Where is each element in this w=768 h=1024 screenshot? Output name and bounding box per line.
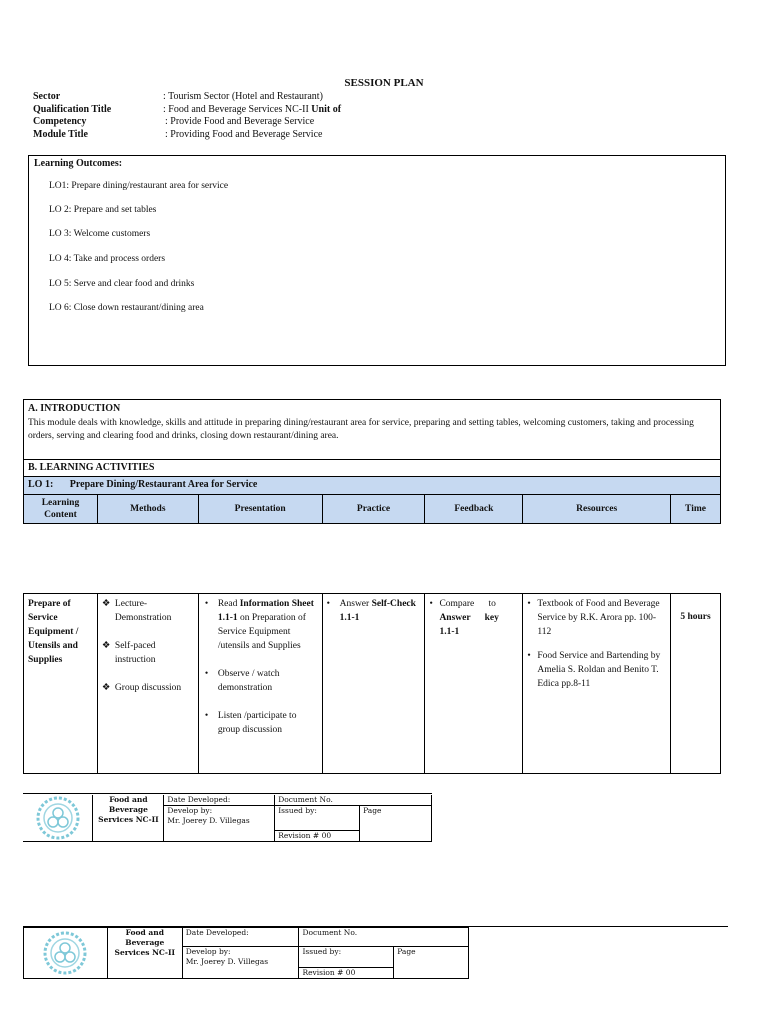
- footer-org: Food and Beverage Services NC-II: [107, 928, 182, 979]
- lo1-label: LO 1:: [28, 479, 54, 490]
- footer-2: [23, 926, 728, 979]
- self-check-ref: Self-Check 1.1-1: [339, 599, 416, 623]
- presentation-read: Read: [217, 599, 240, 609]
- seal-logo-icon: [35, 795, 81, 841]
- resource-text: Food Service and Bartending by Amelia S. Roldan and Benito T. Edica pp.8-11: [537, 651, 661, 689]
- footer-org: Food and Beverage Services NC-II: [93, 795, 164, 842]
- method-text: Group discussion: [114, 683, 182, 693]
- learning-outcomes-label: Learning Outcomes:: [34, 158, 123, 169]
- practice-cell: [322, 594, 425, 774]
- qualification-label: Qualification Title: [33, 103, 112, 115]
- competency-label: Competency: [33, 116, 87, 127]
- column-header: Resources: [523, 495, 671, 524]
- list-item: [429, 597, 518, 639]
- footer-document-no: Document No.: [299, 928, 469, 947]
- information-sheet-ref: Information Sheet 1.1-1: [217, 599, 314, 623]
- list-item: [102, 681, 194, 695]
- diamond-bullet-icon: ❖: [101, 641, 111, 651]
- footer-develop-cell: [164, 806, 275, 842]
- round-bullet-icon: •: [527, 651, 531, 661]
- footer-revision: Revision # 00: [275, 831, 360, 842]
- footer-table: [23, 927, 469, 979]
- table-row: [24, 594, 721, 774]
- competency-value: : Provide Food and Beverage Service: [165, 116, 315, 127]
- learning-activities-heading: B. LEARNING ACTIVITIES: [24, 460, 721, 477]
- methods-cell: [97, 594, 198, 774]
- column-header: Methods: [97, 495, 198, 524]
- footer-issued-by: Issued by:: [299, 947, 394, 968]
- lo-item: LO 6: Close down restaurant/dining area: [49, 303, 204, 313]
- answer-key-label: Answer key: [439, 613, 499, 623]
- introduction-cell: [24, 400, 721, 460]
- lo-item: LO 2: Prepare and set tables: [49, 205, 157, 215]
- diamond-bullet-icon: ❖: [101, 683, 111, 693]
- module-value: : Providing Food and Beverage Service: [165, 128, 323, 140]
- activity-table: [23, 593, 721, 774]
- column-header: Time: [671, 495, 721, 524]
- sector-value: : Tourism Sector (Hotel and Restaurant): [163, 91, 323, 102]
- footer-develop-by: Develop by:: [185, 947, 231, 956]
- round-bullet-icon: •: [204, 599, 209, 609]
- answer-key-ref: 1.1-1: [439, 627, 460, 637]
- learning-content-cell: Prepare of Service Equipment / Utensils and Supplies: [24, 594, 98, 774]
- list-item: [327, 597, 421, 625]
- logo-cell: [23, 795, 93, 842]
- column-header: Presentation: [198, 495, 322, 524]
- page-title: SESSION PLAN: [344, 77, 424, 89]
- presentation-text: Observe / watch demonstration: [217, 669, 280, 693]
- lo-item: LO 4: Take and process orders: [49, 254, 166, 264]
- unit-of-label: Unit of: [311, 103, 342, 115]
- feedback-cell: [425, 594, 523, 774]
- list-item: [527, 649, 666, 691]
- lo1-title: Prepare Dining/Restaurant Area for Service: [69, 479, 258, 490]
- round-bullet-icon: •: [429, 599, 433, 609]
- qualification-value: : Food and Beverage Services NC-II: [163, 103, 309, 115]
- time-cell: 5 hours: [671, 594, 721, 774]
- footer-1: [23, 793, 432, 842]
- footer-date-developed: Date Developed:: [182, 928, 299, 947]
- list-item: [205, 597, 318, 653]
- diamond-bullet-icon: ❖: [101, 599, 111, 609]
- method-text: Self-paced instruction: [114, 641, 156, 665]
- resources-cell: [523, 594, 671, 774]
- lo1-heading: [24, 477, 721, 495]
- footer-table: [23, 795, 432, 842]
- footer-document-no: Document No.: [275, 795, 432, 806]
- footer-develop-by: Develop by:: [167, 806, 213, 815]
- introduction-text: This module deals with knowledge, skills and attitude in preparing dining/restaurant area for service, preparing and setting tables, welcoming customers, taking and processing orders, serving and clearing food and drinks, closing down restaurant/dining area.: [28, 418, 694, 441]
- footer-revision: Revision # 00: [299, 968, 394, 979]
- footer-developer: Mr. Joerey D. Villegas: [185, 957, 269, 966]
- learning-outcomes-box: [28, 155, 726, 366]
- presentation-cell: [198, 594, 322, 774]
- footer-develop-cell: [182, 947, 299, 979]
- lo-item: LO 3: Welcome customers: [49, 229, 151, 239]
- round-bullet-icon: •: [204, 669, 209, 679]
- footer-developer: Mr. Joerey D. Villegas: [167, 816, 250, 825]
- round-bullet-icon: •: [204, 711, 209, 721]
- list-item: [102, 597, 194, 625]
- list-item: [527, 597, 666, 639]
- column-header: Learning Content: [24, 495, 98, 524]
- presentation-text: Listen /participate to group discussion: [217, 711, 297, 735]
- header-values: [163, 91, 341, 141]
- resource-text: Textbook of Food and Beverage Service by R.K. Arora pp. 100-112: [537, 599, 660, 637]
- introduction-table: [23, 399, 721, 524]
- footer-page: Page: [394, 947, 469, 979]
- list-item: [205, 709, 318, 737]
- presentation-read-rest: on Preparation of Service Equipment /utensils and Supplies: [217, 613, 306, 651]
- module-label: Module Title: [33, 128, 88, 140]
- list-item: [102, 639, 194, 667]
- round-bullet-icon: •: [326, 599, 330, 609]
- introduction-heading: A. INTRODUCTION: [28, 403, 121, 414]
- footer-date-developed: Date Developed:: [164, 795, 275, 806]
- lo-item: LO1: Prepare dining/restaurant area for service: [49, 181, 229, 191]
- logo-cell: [24, 928, 108, 979]
- practice-text: Answer: [339, 599, 372, 609]
- lo-item: LO 5: Serve and clear food and drinks: [49, 279, 195, 289]
- footer-issued-by: Issued by:: [275, 806, 360, 831]
- method-text: Lecture-Demonstration: [114, 599, 172, 623]
- round-bullet-icon: •: [527, 599, 531, 609]
- header-labels: [33, 91, 111, 141]
- sector-label: Sector: [33, 91, 61, 102]
- column-header: Practice: [322, 495, 425, 524]
- footer-page: Page: [360, 806, 432, 842]
- column-header: Feedback: [425, 495, 523, 524]
- seal-logo-icon: [42, 930, 88, 976]
- feedback-text: Compare to: [439, 599, 496, 609]
- list-item: [205, 667, 318, 695]
